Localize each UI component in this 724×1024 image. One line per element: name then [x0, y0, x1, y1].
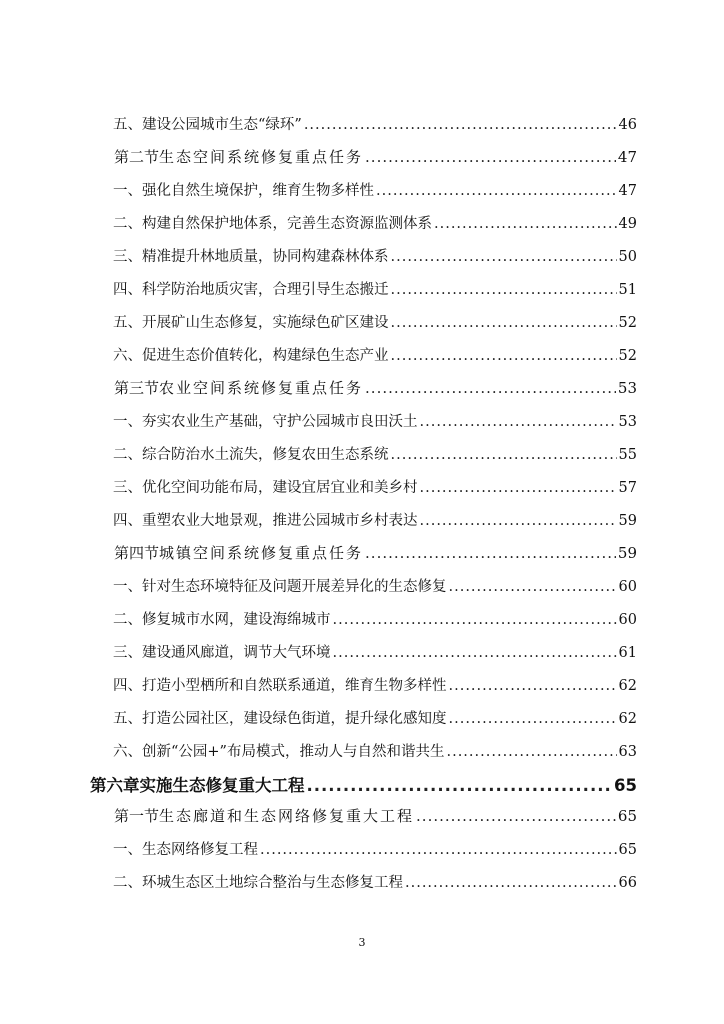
toc-entry[interactable]: [113, 311, 637, 332]
toc-leader-dots: [333, 645, 617, 661]
toc-entry-number: 二、: [113, 447, 142, 463]
toc-entry-page: 53: [618, 414, 637, 430]
toc-entry-title: 创新“公园+”布局模式，推动人与自然和谐共生: [142, 744, 445, 760]
toc-entry-title: 环城生态区土地综合整治与生态修复工程: [142, 875, 403, 891]
toc-entry-title: 构建自然保护地体系，完善生态资源监测体系: [142, 216, 432, 232]
toc-entry[interactable]: [113, 575, 637, 596]
toc-entry[interactable]: [113, 245, 637, 266]
toc-entry-number: 第一节: [114, 807, 160, 825]
toc-entry[interactable]: [113, 707, 637, 728]
toc-entry[interactable]: [113, 838, 637, 859]
toc-entry[interactable]: [113, 608, 637, 629]
toc-entry-number: 二、: [113, 612, 142, 628]
toc-entry-page: 46: [618, 117, 637, 133]
toc-entry-page: 62: [618, 678, 637, 694]
toc-entry-page: 65: [617, 807, 637, 825]
toc-leader-dots: [416, 807, 616, 825]
toc-entry-number: 五、: [113, 117, 142, 133]
toc-entry-number: 二、: [113, 875, 142, 891]
toc-entry-number: 一、: [113, 414, 142, 430]
toc-entry-page: 51: [618, 282, 637, 298]
toc-leader-dots: [391, 348, 617, 364]
toc-entry-number: 四、: [113, 678, 142, 694]
toc-entry-title: 科学防治地质灾害，合理引导生态搬迁: [142, 282, 389, 298]
toc-entry-title: 重塑农业大地景观，推进公园城市乡村表达: [142, 513, 418, 529]
toc-entry-page: 52: [618, 348, 637, 364]
toc-entry-title: 生态网络修复工程: [142, 842, 258, 858]
toc-leader-dots: [420, 480, 617, 496]
toc-entry-number: 一、: [113, 842, 142, 858]
toc-entry-page: 65: [614, 776, 637, 795]
toc-entry[interactable]: [113, 871, 637, 892]
toc-entry-page: 50: [618, 249, 637, 265]
toc-entry-title: 综合防治水土流失，修复农田生态系统: [142, 447, 389, 463]
toc-entry-title: 开展矿山生态修复，实施绿色矿区建设: [142, 315, 389, 331]
toc-entry-page: 47: [618, 183, 637, 199]
toc-entry[interactable]: [113, 674, 637, 695]
toc-entry[interactable]: [113, 113, 637, 134]
toc-leader-dots: [449, 579, 617, 595]
toc-entry[interactable]: [114, 146, 637, 167]
toc-entry-title: 生态空间系统修复重点任务: [159, 148, 364, 166]
toc-entry-title: 优化空间功能布局，建设宜居宜业和美乡村: [142, 480, 418, 496]
toc-entry-page: 59: [617, 544, 637, 562]
toc-entry[interactable]: [113, 179, 637, 200]
toc-entry-number: 五、: [113, 315, 142, 331]
toc-entry-title: 建设通风廊道，调节大气环境: [142, 645, 331, 661]
toc-leader-dots: [420, 414, 617, 430]
toc-entry[interactable]: [114, 805, 637, 826]
toc-entry-page: 63: [618, 744, 637, 760]
toc-leader-dots: [391, 315, 617, 331]
toc-entry-title: 生态廊道和生态网络修复重大工程: [159, 807, 415, 825]
toc-entry[interactable]: [113, 509, 637, 530]
toc-leader-dots: [449, 711, 617, 727]
toc-entry-title: 夯实农业生产基础，守护公园城市良田沃土: [142, 414, 418, 430]
toc-leader-dots: [333, 612, 617, 628]
toc-entry-number: 五、: [113, 711, 142, 727]
toc-entry[interactable]: [113, 344, 637, 365]
toc-entry-title: 打造公园社区，建设绿色街道，提升绿化感知度: [142, 711, 447, 727]
toc-entry-number: 六、: [113, 744, 142, 760]
toc-entry-title: 城镇空间系统修复重点任务: [159, 544, 364, 562]
toc-entry-number: 三、: [113, 480, 142, 496]
toc-leader-dots: [391, 282, 617, 298]
toc-entry-number: 一、: [113, 579, 142, 595]
toc-chapter-entry[interactable]: [90, 772, 637, 796]
toc-leader-dots: [376, 183, 617, 199]
toc-leader-dots: [260, 842, 617, 858]
toc-entry-title: 修复城市水网，建设海绵城市: [142, 612, 331, 628]
toc-leader-dots: [434, 216, 617, 232]
toc-leader-dots: [304, 117, 617, 133]
toc-leader-dots: [365, 148, 616, 166]
toc-entry-page: 66: [618, 875, 637, 891]
toc-entry-number: 一、: [113, 183, 142, 199]
toc-entry-number: 第四节: [114, 544, 160, 562]
toc-leader-dots: [449, 678, 617, 694]
toc-entry[interactable]: [113, 410, 637, 431]
toc-entry-number: 二、: [113, 216, 142, 232]
toc-entry-number: 第六章: [90, 776, 140, 795]
toc-entry-number: 第二节: [114, 148, 160, 166]
toc-entry-page: 49: [618, 216, 637, 232]
toc-entry-number: 六、: [113, 348, 142, 364]
toc-leader-dots: [405, 875, 617, 891]
toc-entry-number: 四、: [113, 513, 142, 529]
toc-leader-dots: [391, 249, 617, 265]
toc-entry-page: 53: [617, 379, 637, 397]
toc-entry[interactable]: [113, 641, 637, 662]
toc-leader-dots: [307, 776, 613, 795]
toc-entry-page: 55: [618, 447, 637, 463]
toc-leader-dots: [365, 379, 616, 397]
toc-entry[interactable]: [114, 377, 637, 398]
toc-leader-dots: [446, 744, 616, 760]
toc-entry-title: 实施生态修复重大工程: [139, 776, 305, 795]
toc-entry-title: 打造小型栖所和自然联系通道，维育生物多样性: [142, 678, 447, 694]
toc-entry-title: 强化自然生境保护，维育生物多样性: [142, 183, 374, 199]
toc-entry-page: 47: [617, 148, 637, 166]
toc-entry-page: 52: [618, 315, 637, 331]
toc-entry[interactable]: [113, 476, 637, 497]
toc-leader-dots: [420, 513, 617, 529]
toc-entry-number: 四、: [113, 282, 142, 298]
toc-entry-number: 三、: [113, 645, 142, 661]
toc-entry-number: 第三节: [114, 379, 160, 397]
toc-entry-title: 精准提升林地质量，协同构建森林体系: [142, 249, 389, 265]
toc-entry-page: 59: [618, 513, 637, 529]
toc-entry[interactable]: [114, 542, 637, 563]
toc-entry-page: 57: [618, 480, 637, 496]
toc-entry-page: 62: [618, 711, 637, 727]
page-number: 3: [358, 936, 366, 949]
toc-entry-title: 建设公园城市生态“绿环”: [142, 117, 302, 133]
toc-entry-title: 促进生态价值转化，构建绿色生态产业: [142, 348, 389, 364]
toc-entry-page: 60: [618, 612, 637, 628]
toc-entry[interactable]: [113, 212, 637, 233]
toc-entry[interactable]: [113, 443, 637, 464]
toc-entry[interactable]: [113, 740, 637, 761]
toc-entry-page: 65: [618, 842, 637, 858]
toc-entry-title: 农业空间系统修复重点任务: [159, 379, 364, 397]
toc-entry-page: 61: [618, 645, 637, 661]
toc-entry-title: 针对生态环境特征及问题开展差异化的生态修复: [142, 579, 447, 595]
toc-entry-number: 三、: [113, 249, 142, 265]
toc-entry[interactable]: [113, 278, 637, 299]
toc-leader-dots: [391, 447, 617, 463]
toc-entry-page: 60: [618, 579, 637, 595]
toc-leader-dots: [365, 544, 616, 562]
